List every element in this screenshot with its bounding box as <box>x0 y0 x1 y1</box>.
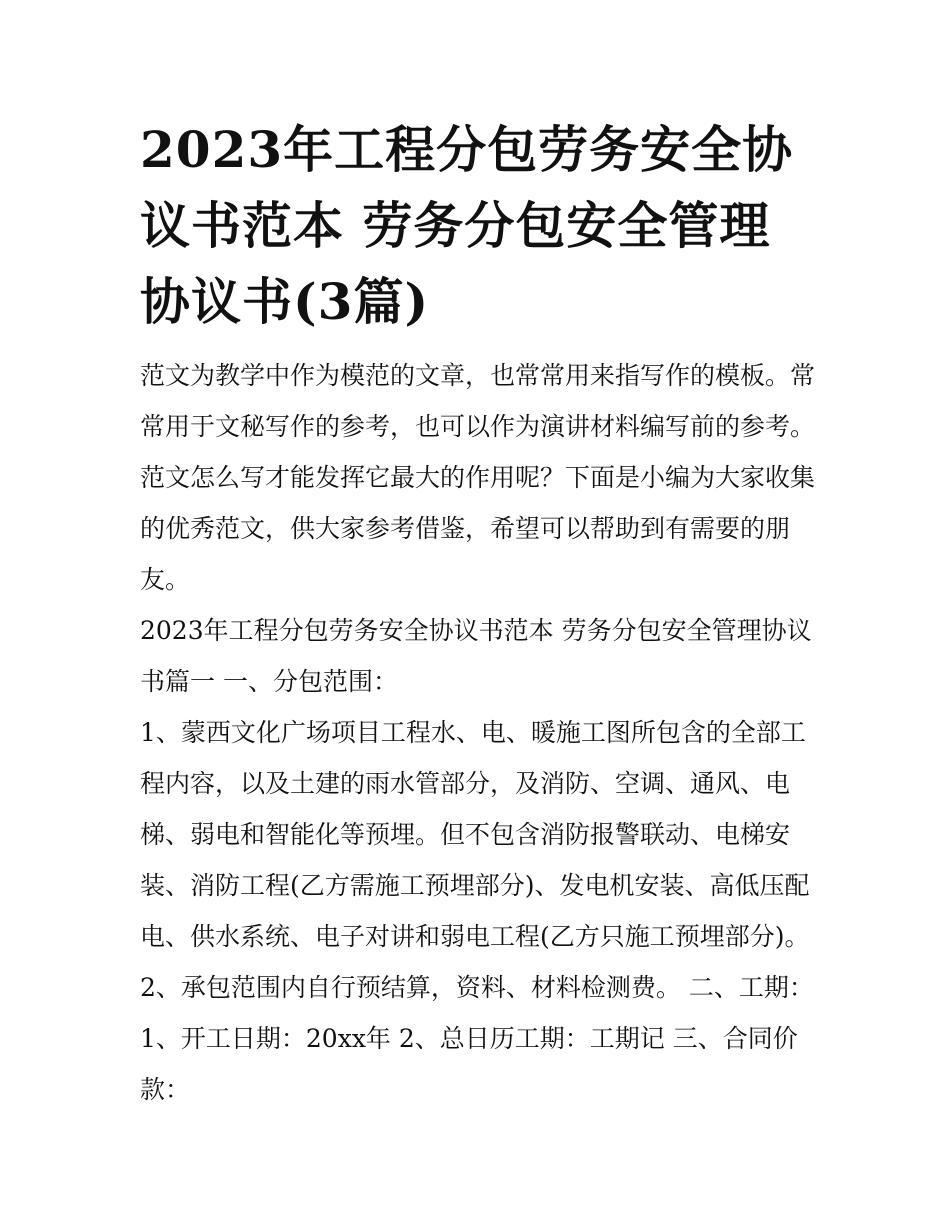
scope-item-2-paragraph: 2、承包范围内自行预结算，资料、材料检测费。 二、工期： <box>140 973 814 1002</box>
schedule-item-paragraph: 1、开工日期：20xx年 2、总日历工期：工期记 三、合同价款： <box>140 1024 798 1104</box>
document-title: 2023年工程分包劳务安全协议书范本 劳务分包安全管理协议书(3篇) <box>140 120 794 331</box>
scope-item-1-paragraph: 1、蒙西文化广场项目工程水、电、暖施工图所包含的全部工程内容，以及土建的雨水管部分，及消防、空调、通风、电梯、弱电和智能化等预埋。但不包含消防报警联动、电梯安装、消防工程(乙方需施工预埋部分)、发电机安装、高低压配电、供水系统、电子对讲和弱电工程(乙方只施工预埋部分)。 <box>140 718 810 951</box>
section-heading-paragraph: 2023年工程分包劳务安全协议书范本 劳务分包安全管理协议书篇一 一、分包范围： <box>140 616 812 696</box>
intro-paragraph: 范文为教学中作为模范的文章，也常常用来指写作的模板。常常用于文秘写作的参考，也可以作为演讲材料编写前的参考。范文怎么写才能发挥它最大的作用呢？下面是小编为大家收集的优秀范文，供大家参考借鉴，希望可以帮助到有需要的朋友。 <box>140 361 816 594</box>
document-page <box>140 112 815 1115</box>
